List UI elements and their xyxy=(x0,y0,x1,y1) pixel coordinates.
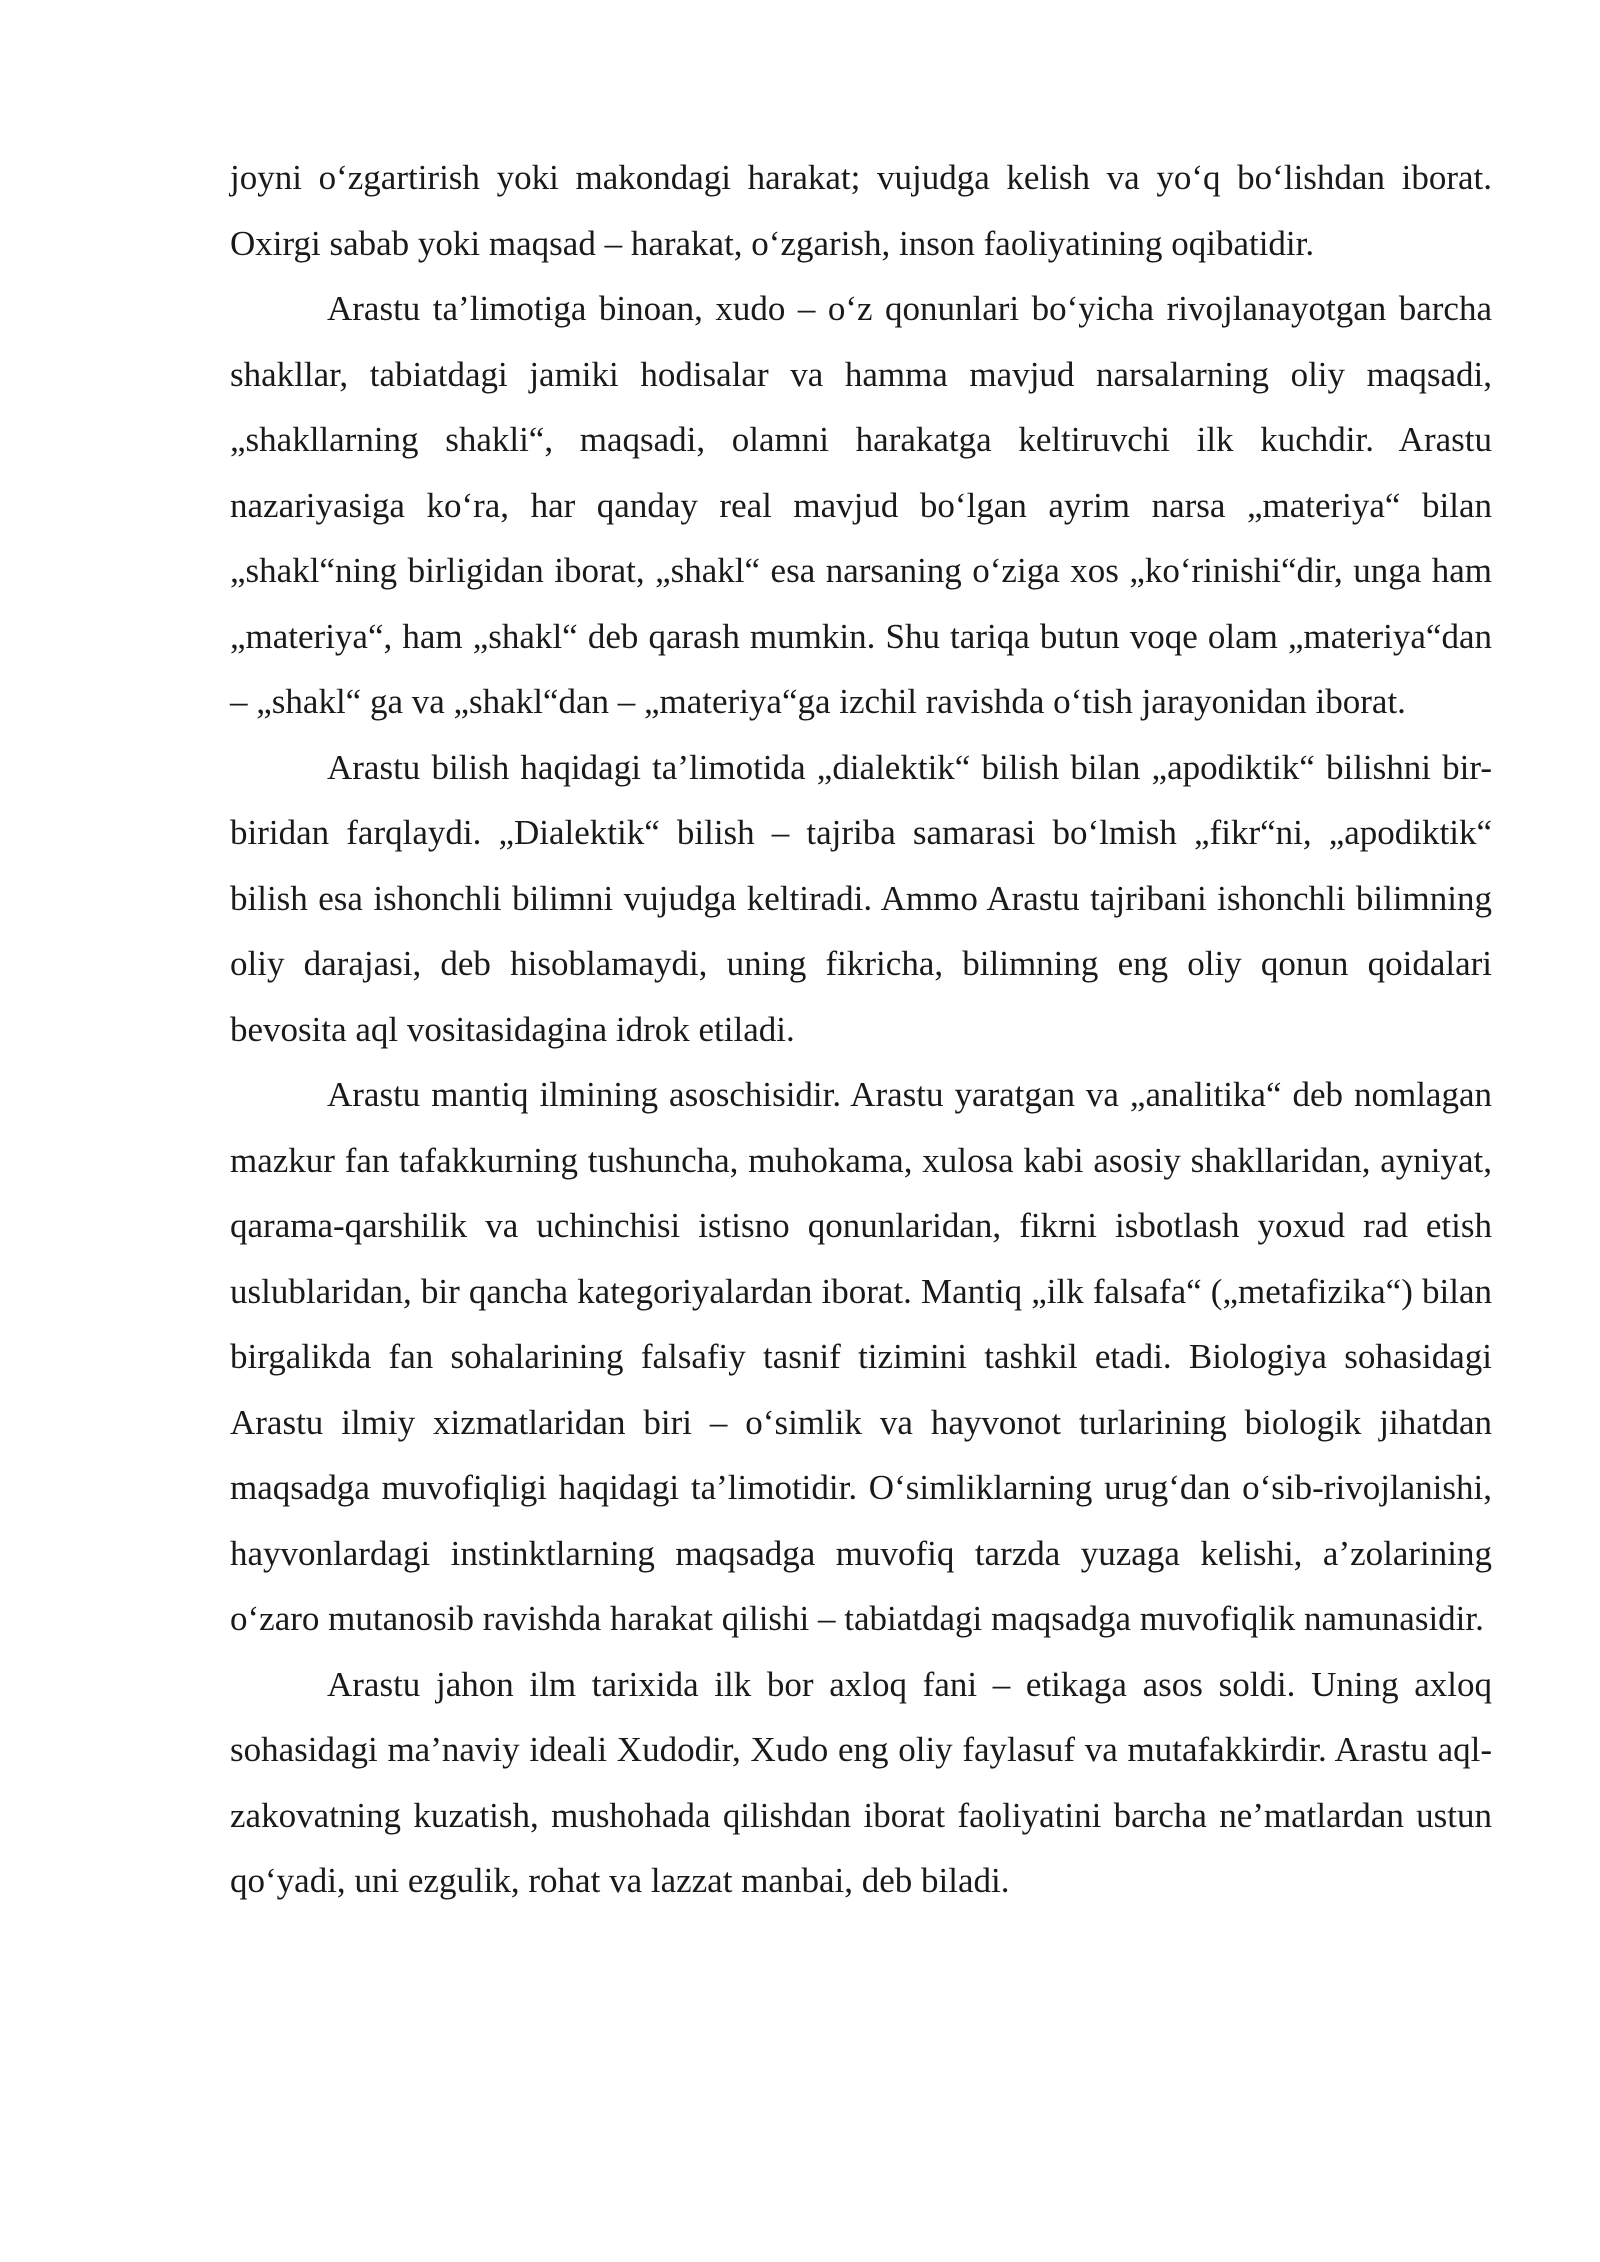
paragraph-2: Arastu ta’limotiga binoan, xudo – o‘z qonunlari bo‘yicha rivojlanayotgan barcha shakllar, tabiatdagi jamiki hodisalar va hamma mavjud narsalarning oliy maqsadi, „shakllarning shakli“, maqsadi, olamni harakatga keltiruvchi ilk kuchdir. Arastu nazariyasiga ko‘ra, har qanday real mavjud bo‘lgan ayrim narsa „materiya“ bilan „shakl“ning birligidan iborat, „shakl“ esa narsaning o‘ziga xos „ko‘rinishi“dir, unga ham „materiya“, ham „shakl“ deb qarash mumkin. Shu tariqa butun voqe olam „materiya“dan – „shakl“ ga va „shakl“dan – „materiya“ga izchil ravishda o‘tish jarayonidan iborat. xyxy=(230,289,1492,721)
document-page xyxy=(230,145,1492,1914)
paragraph-4: Arastu mantiq ilmining asoschisidir. Arastu yaratgan va „analitika“ deb nomlagan mazkur fan tafakkurning tushuncha, muhokama, xulosa kabi asosiy shakllaridan, ayniyat, qarama-qarshilik va uchinchisi istisno qonunlaridan, fikrni isbotlash yoxud rad etish uslublaridan, bir qancha kategoriyalardan iborat. Mantiq „ilk falsafa“ („metafizika“) bilan birgalikda fan sohalarining falsafiy tasnif tizimini tashkil etadi. Biologiya sohasidagi Arastu ilmiy xizmatlaridan biri – o‘simlik va hayvonot turlarining biologik jihatdan maqsadga muvofiqligi haqidagi ta’limotidir. O‘simliklarning urug‘dan o‘sib-rivojlanishi, hayvonlardagi instinktlarning maqsadga muvofiq tarzda yuzaga kelishi, a’zolarining o‘zaro mutanosib ravishda harakat qilishi – tabiatdagi maqsadga muvofiqlik namunasidir. xyxy=(230,1075,1492,1638)
paragraph-3: Arastu bilish haqidagi ta’limotida „dialektik“ bilish bilan „apodiktik“ bilishni bir-biridan farqlaydi. „Dialektik“ bilish – tajriba samarasi bo‘lmish „fikr“ni, „apodiktik“ bilish esa ishonchli bilimni vujudga keltiradi. Ammo Arastu tajribani ishonchli bilimning oliy darajasi, deb hisoblamaydi, uning fikricha, bilimning eng oliy qonun qoidalari bevosita aql vositasidagina idrok etiladi. xyxy=(230,747,1492,1049)
paragraph-5: Arastu jahon ilm tarixida ilk bor axloq fani – etikaga asos soldi. Uning axloq sohasidagi ma’naviy ideali Xudodir, Xudo eng oliy faylasuf va mutafakkirdir. Arastu aql-zakovatning kuzatish, mushohada qilishdan iborat faoliyatini barcha ne’matlardan ustun qo‘yadi, uni ezgulik, rohat va lazzat manbai, deb biladi. xyxy=(230,1664,1492,1900)
paragraph-1: joyni o‘zgartirish yoki makondagi harakat; vujudga kelish va yo‘q bo‘lishdan iborat. Oxirgi sabab yoki maqsad – harakat, o‘zgarish, inson faoliyatining oqibatidir. xyxy=(230,158,1492,263)
